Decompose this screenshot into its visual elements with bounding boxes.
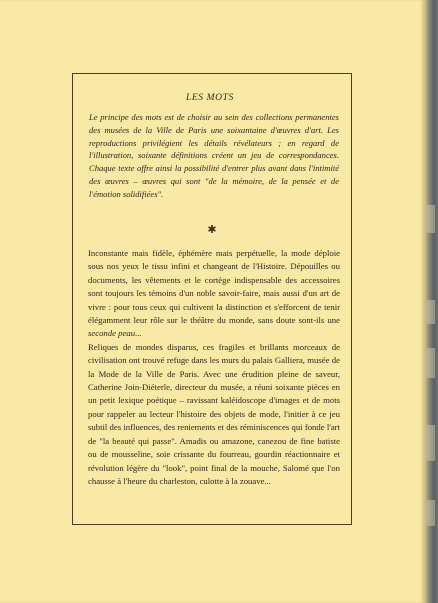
description-text xyxy=(88,247,340,488)
asterisk-ornament-icon: ✱ xyxy=(207,224,217,236)
page-edge-mark xyxy=(426,500,435,526)
paragraph-1-emphasis: seconde peau xyxy=(88,328,136,339)
intro-paragraph: Le principe des mots est de choisir au sein des collections permanentes des musées de la Ville de Paris une soixantaine d'œuvres d'art. Les reproductions privilégient les détails révélateurs ; en regard de l'illustration, soixante définitions créent un jeu de correspondances. Chaque texte offre ainsi la possibilité d'entrer plus avant dans l'intimité des œuvres – œuvres qui sont "de la mémoire, de la pensée et de l'émotion solidifiées". xyxy=(89,112,339,199)
page-edge-mark xyxy=(426,300,435,324)
description-paragraph-2: Reliques de mondes disparus, ces fragiles et brillants morceaux de civilisation ont trouvé refuge dans les murs du palais Galliera, musée de la Mode de la Ville de Paris. Avec une érudition pleine de saveur, Catherine Join-Diéterle, directeur du musée, a réuni soixante pièces en un petit lexique poétique – ravissant kaléidoscope d'images et de mots pour rappeler au lecteur l'histoire des objets de mode, l'initier à ce jeu subtil des influences, des reniements et des réminiscences qui fonde l'art de "la beauté qui passe". Amadis ou amazone, canezou de fine batiste ou de mousseline, soie crissante du fourreau, gourdin réactionnaire et révolution légère du "look", point final de la mouche, Salomé que l'on chausse à l'heure du charleston, culotte à la zouave... xyxy=(88,341,340,486)
paragraph-1-text: Inconstante mais fidèle, éphémère mais perpétuelle, la mode déploie sous nos yeux le tissu infini et changeant de l'Histoire. Dépouilles ou documents, les vêtements et le cortège indispensable des accessoires sont toujours les témoins d'un noble savoir-faire, mais aussi d'un art de vivre : pour tous ceux qui cultivent la distinction et s'efforcent de tenir élégamment leur rôle sur le théâtre du monde, sans doute sont-ils une xyxy=(88,248,340,326)
description-paragraph-1 xyxy=(88,247,340,341)
page-edge-mark xyxy=(426,425,435,461)
book-page-edge xyxy=(424,0,438,603)
page-edge-mark xyxy=(426,348,435,378)
intro-title: LES MOTS xyxy=(186,93,234,103)
paragraph-1-ellipsis: ... xyxy=(135,328,142,339)
page-edge-mark xyxy=(426,205,435,233)
